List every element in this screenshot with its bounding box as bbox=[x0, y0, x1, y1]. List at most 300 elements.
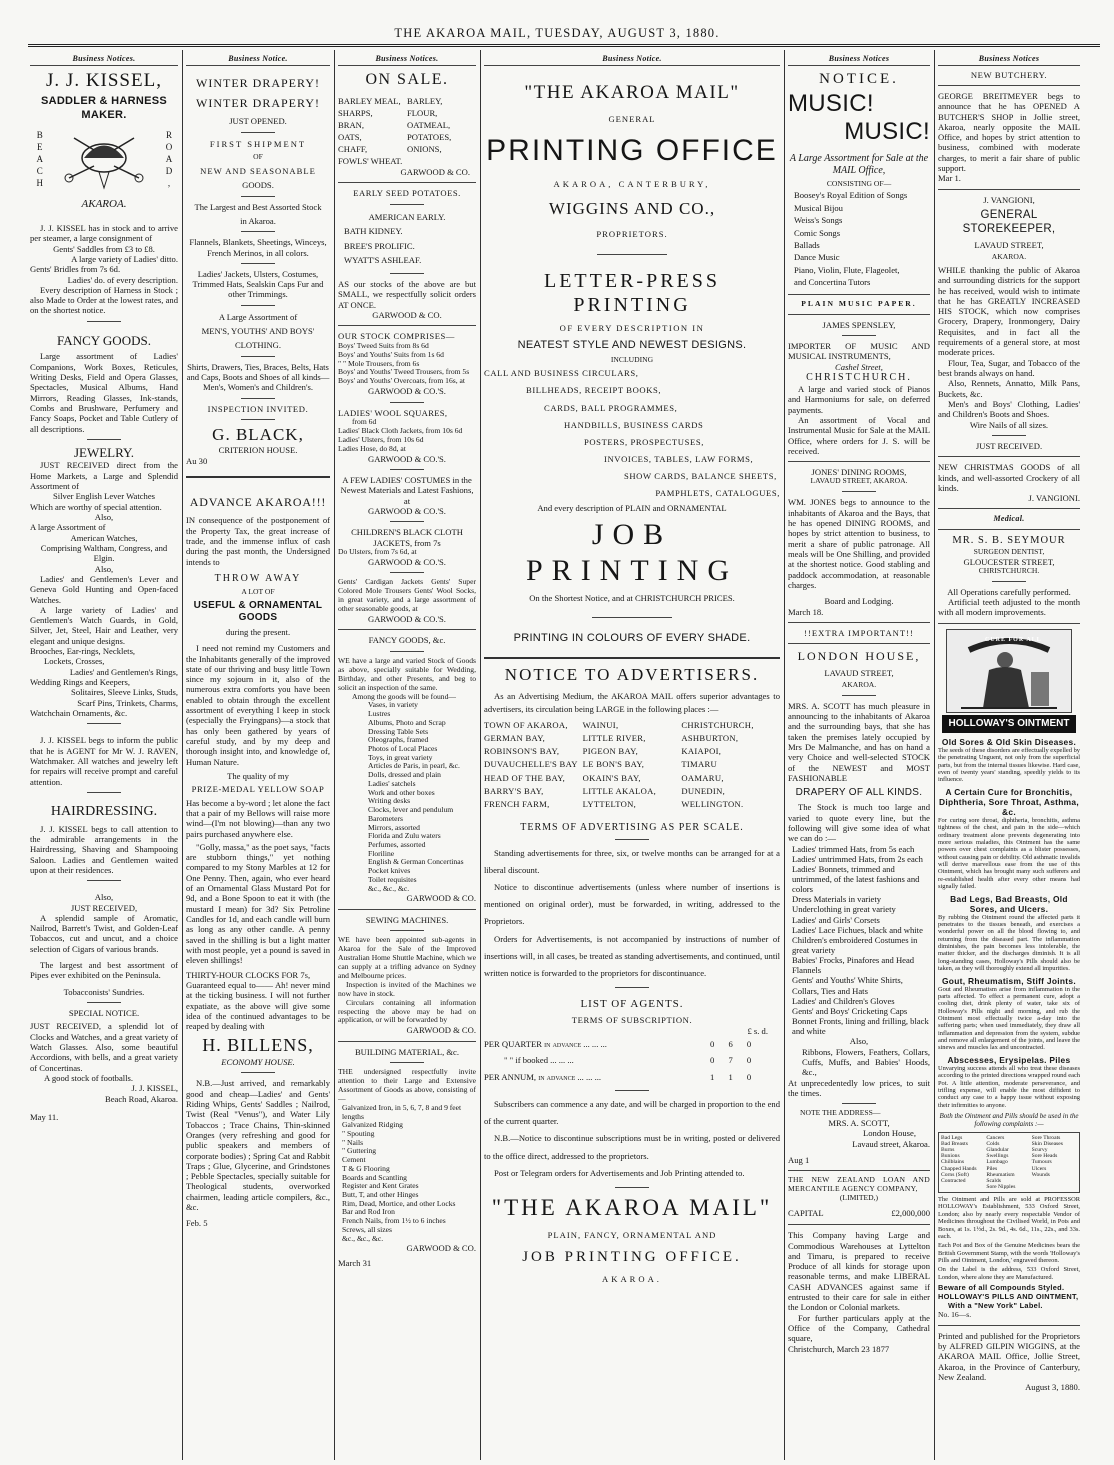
printing-service: BILLHEADS, RECEIPT BOOKS, bbox=[526, 385, 662, 396]
shirts-para: Shirts, Drawers, Ties, Braces, Belts, Hats and Caps, Boots and Shoes of all kinds—Men's, Women's and Children's. bbox=[186, 361, 330, 393]
and-every: And every description of PLAIN and ORNAMENTAL bbox=[537, 502, 727, 513]
stock-item: Do Ulsters, from 7s 6d, at bbox=[338, 546, 417, 556]
place-name: ASHBURTON, bbox=[681, 732, 739, 743]
ad-date: Au 30 bbox=[186, 455, 208, 466]
grain-item: POTATOES, bbox=[407, 131, 452, 142]
first-shipment: FIRST SHIPMENT bbox=[209, 138, 307, 149]
useful-goods: USEFUL & ORNAMENTAL GOODS bbox=[193, 599, 323, 623]
column-rule bbox=[182, 50, 183, 1460]
stock-item: Boys' and Youths' Overcoats, from 16s, at bbox=[338, 376, 465, 386]
building-title: BUILDING MATERIAL, &c. bbox=[354, 1046, 460, 1057]
ad-date: March 18. bbox=[788, 606, 824, 617]
christchurch: CHRISTCHURCH. bbox=[978, 565, 1040, 575]
just-opened: JUST OPENED. bbox=[229, 116, 287, 127]
fancy-goods-title: FANCY GOODS. bbox=[57, 332, 151, 348]
grain-item: FOWLS' WHEAT. bbox=[338, 155, 403, 166]
scott-address: London House, bbox=[863, 1128, 916, 1139]
stock-item: Boys' and Youths' Tweed Trousers, from 5s bbox=[338, 367, 470, 377]
fancy-item: Barometers bbox=[368, 813, 404, 823]
signature: GARWOOD & CO. bbox=[406, 893, 476, 904]
fancy-item: Florida and Zulu waters bbox=[368, 831, 441, 841]
building-para: THE undersigned respectfully invite attention to their Large and Extensive Assortment of Goods as above, consisting of— bbox=[338, 1067, 476, 1103]
places-row bbox=[484, 719, 780, 732]
column-rule bbox=[334, 50, 335, 1460]
general-line: GENERAL bbox=[608, 114, 656, 125]
post-para: Post or Telegram orders for Advertisements and Job Printing attended to. bbox=[494, 1167, 745, 1178]
list-of-agents: LIST OF AGENTS. bbox=[580, 998, 684, 1011]
signature: GARWOOD & CO. bbox=[406, 1025, 476, 1036]
music-item: and Concertina Tutors bbox=[794, 277, 871, 288]
terms-subscription: TERMS OF SUBSCRIPTION. bbox=[571, 1015, 693, 1026]
job-printing: JOB PRINTING bbox=[526, 517, 738, 587]
building-item: Bar and Rod Iron bbox=[342, 1207, 395, 1217]
special-notice-title: SPECIAL NOTICE. bbox=[68, 1008, 140, 1018]
kissel-para: J. J. KISSEL has in stock and to arrive per steamer, a large consignment of bbox=[30, 222, 178, 244]
akaroa-mail-title-2: "THE AKAROA MAIL" bbox=[491, 1194, 773, 1220]
fancy-item: Lustres bbox=[368, 709, 391, 719]
grain-item: BRAN, bbox=[338, 119, 365, 130]
costumes-para: A FEW LADIES' COSTUMES in the Newest Materials and Latest Fashions, at bbox=[340, 475, 474, 506]
holloway-heading: Old Sores & Old Skin Diseases. bbox=[941, 736, 1077, 747]
signature: GARWOOD & CO. bbox=[400, 166, 470, 177]
just-received: JUST RECEIVED, bbox=[70, 902, 138, 913]
gents-para: Gents' Cardigan Jackets Gents' Super Colored Mole Trousers Gents' Wool Socks, in great variety, and a large assortment of other seasonable goods, at bbox=[338, 577, 476, 614]
clothing-line: CLOTHING. bbox=[234, 340, 282, 351]
jewelry-line: Lockets, Crosses, bbox=[44, 656, 105, 667]
stock-item: Ladies' Ulsters, from 10s 6d bbox=[338, 434, 424, 444]
scott-para: MRS. A. SCOTT has much pleasure in announcing to the inhabitants of Akaroa and the surrounding bays, that she has taken the premises lately occupied by Mrs De Malmanche, and has on hand a very Choice and well-selected STOCK of the NEWEST and MOST FASHIONABLE bbox=[788, 700, 930, 784]
jewelry-line: Brooches, Ear-rings, Necklets, bbox=[30, 646, 136, 657]
column-header: Business Notice. bbox=[484, 54, 780, 66]
ad-date: Christchurch, March 23 1877 bbox=[788, 1343, 890, 1354]
medical-header: Medical. bbox=[993, 514, 1025, 524]
vangioni-para: Wire Nails of all sizes. bbox=[969, 419, 1049, 430]
potato-variety: BATH KIDNEY. bbox=[344, 226, 403, 237]
jewelry-para: A large variety of Ladies' and Gentlemen's Watch Guards, in Gold, Silver, Jet, Steel, Hair and Leather, very elegant and unique designs. bbox=[30, 604, 178, 646]
issue-date: August 3, 1880. bbox=[1025, 1382, 1080, 1393]
notice-title: NOTICE. bbox=[819, 70, 899, 87]
place-name: WELLINGTON. bbox=[681, 799, 744, 810]
special-notice-para: JUST RECEIVED, a splendid lot of Clocks and Watches, and a great variety of Watch Glasses. Also, some beautiful Accordions, with bells, and a great variety of Concertinas. bbox=[30, 1021, 178, 1073]
printing-service: CARDS, BALL PROGRAMMES, bbox=[544, 402, 678, 413]
building-item: Galvanized Ridging bbox=[342, 1120, 403, 1130]
drapery-item: Bonnet Fronts, lining and frilling, black and white bbox=[792, 1015, 929, 1037]
signature: J. VANGIONI. bbox=[1028, 493, 1080, 504]
masthead: THE AKAROA MAIL, TUESDAY, AUGUST 3, 1880. bbox=[394, 26, 720, 40]
fancy-item: Work and other boxes bbox=[368, 787, 435, 797]
music-item: Comic Songs bbox=[794, 227, 841, 238]
place-name: FRENCH FARM, bbox=[484, 799, 550, 810]
holloway-para: Each Pot and Box of the Genuine Medicines bears the British Government Stamp, with the words 'Holloway's Pills and Ointment, London,' engraved thereon. bbox=[938, 1242, 1080, 1264]
notice-advertisers: NOTICE TO ADVERTISERS. bbox=[504, 665, 760, 685]
wiggins-name: WIGGINS AND CO., bbox=[548, 199, 716, 219]
jewelry-line: Also, bbox=[94, 563, 114, 574]
fancy-item: Ladies' satchels bbox=[368, 778, 416, 788]
music-item: Musical Bijou bbox=[794, 202, 843, 213]
grain-item: ONIONS, bbox=[407, 143, 442, 154]
signature: GARWOOD & CO.'S. bbox=[368, 506, 446, 517]
potato-variety: WYATT'S ASHLEAF. bbox=[344, 255, 422, 266]
music-item-list bbox=[788, 189, 930, 289]
nz-loan-para: For further particulars apply at the Office of the Company, Cathedral square, bbox=[788, 1312, 930, 1344]
fancy-para: WE have a large and varied Stock of Goods as above, specially suitable for Wedding, Birthday, and other Presents, and beg to solicit an inspection of the same. bbox=[338, 655, 476, 692]
holloway-para: For curing sore throat, diphtheria, bronchitis, asthma tightness of the chest, and pain in the side—which ordinary treatment alone prevents degenerating into more serious maladies, this Ointment has the same powers over chest complaints as a blister possesses, without causing pain or debility. Old asthmatic invalids will derive marvellous ease from the use of this Ointment, which has brought many such sufferers and re-established health after every other means had signally failed. bbox=[938, 816, 1080, 891]
printing-service: POSTERS, PROSPECTUSES, bbox=[584, 436, 704, 447]
building-item: Register and Kent Grates bbox=[342, 1181, 419, 1191]
fancy-item: Floriline bbox=[368, 848, 395, 858]
new-seasonable: NEW AND SEASONABLE bbox=[200, 165, 316, 176]
kissel-line: A large variety of Ladies' ditto. bbox=[71, 253, 178, 264]
hairdressing-para: J. J. KISSEL begs to call attention to the admirable arrangements in the Hairdressing, Shaving and Shampooing Saloon. Ladies and Gentlemen waited upon at their residences. bbox=[30, 823, 178, 875]
column-header: Business Notices. bbox=[30, 54, 178, 66]
ad-number: No. 16—s. bbox=[938, 1309, 972, 1319]
advance-para: I need not remind my Customers and the Inhabitants generally of the improved state of our thriving and busy little Town since my sojourn in it, also of the numerous extra comforts you have been enabled to obtain through the excellent assortment of everything I keep in stock (especially the Fryingpans)—a stock that has only been gathered by years of careful study, and by my deep and thorough insight into, and knowledge of, Human Nature. bbox=[186, 643, 330, 767]
fancy-item: Vases, in variety bbox=[368, 700, 418, 710]
grain-item: BARLEY, bbox=[407, 95, 443, 106]
jewelry-line: Scarf Pins, Trinkets, Charms, bbox=[77, 697, 178, 708]
among-line: Among the goods will be found— bbox=[352, 691, 456, 701]
price-value: 0 7 0 bbox=[710, 1055, 758, 1066]
ad-date: Aug 1 bbox=[788, 1155, 810, 1166]
jones-address: LAVAUD STREET, AKAROA. bbox=[810, 476, 908, 486]
music-heading: MUSIC! bbox=[844, 118, 930, 146]
stock-comprises: OUR STOCK COMPRISES— bbox=[338, 331, 455, 342]
printing-service: SHOW CARDS, BALANCE SHEETS, bbox=[624, 471, 777, 482]
drapery-item: Ladies' trimmed Hats, from 5s each bbox=[792, 843, 915, 854]
notice-para: As an Advertising Medium, the AKAROA MAIL offers superior advantages to advertisers, its circulation being LARGE in the following places :— bbox=[484, 690, 780, 715]
jones-title: JONES' DINING ROOMS, bbox=[811, 467, 907, 478]
neatest-style: NEATEST STYLE AND NEWEST DESIGNS. bbox=[517, 339, 747, 352]
column-rule bbox=[784, 50, 785, 1460]
complaints-column: Bad Legs Bad Breasts Burns Bunions Chilblains Chapped Hands Corns (Soft) Contracted bbox=[941, 1134, 977, 1184]
stock-item: Ladies' Black Cloth Jackets, from 10s 6d bbox=[338, 425, 463, 435]
teeth-line: Artificial teeth adjusted to the month with all modern improvements. bbox=[938, 597, 1080, 618]
building-item: &c., &c., &c. bbox=[342, 1233, 384, 1243]
fancy-item: English & German Concertinas bbox=[368, 857, 464, 867]
building-item: " Guttering bbox=[342, 1146, 377, 1156]
quality-line: The quality of my bbox=[227, 770, 289, 781]
jewelry-line: A large Assortment of bbox=[30, 522, 106, 533]
place-name: CHRISTCHURCH, bbox=[681, 719, 754, 730]
music-item: Dance Music bbox=[794, 252, 840, 263]
orders-para: Orders for Advertisements, is not accompanied by instructions of number of insertions will, in all cases, be treated as standing advertisements, and continued, until written notice is forwarded to the proprietors for discontinuance. bbox=[484, 933, 780, 978]
kissel-line: Gents' Saddles from £3 to £8. bbox=[53, 243, 155, 254]
price-label: PER ANNUM, in advance ... ... ... bbox=[484, 1071, 602, 1082]
holloway-para: By rubbing the Ointment round the affected parts it penetrates to the tissues beneath, and exercises a wonderful power on all the blood flowing to, and returning from the diseased part. The inflammation diminishes, the pain becomes less intolerable, the matter thicker, and the discharges diminish. It is all long-standing cases, Holloway's Pills should also be taken, as they will thoroughly extend all impurities. bbox=[938, 913, 1080, 973]
places-row bbox=[484, 785, 780, 798]
sewing-para: WE have been appointed sub-agents in Akaroa for the Sale of the Improved Australian Home Shuttle Machine, which we can supply at a trifling advance on Sydney and Melbourne prices. bbox=[338, 934, 476, 980]
drapery-item: Ladies' and Children's Gloves bbox=[792, 995, 895, 1006]
throw-away: THROW AWAY bbox=[214, 572, 302, 584]
printing-office: PRINTING OFFICE bbox=[486, 133, 778, 167]
jewelry-line: Silver English Lever Watches bbox=[52, 491, 155, 502]
fancy-item: Albums, Photo and Scrap bbox=[368, 717, 446, 727]
scott-name: MRS. A. SCOTT, bbox=[828, 1118, 890, 1129]
place-name: LITTLE AKALOA, bbox=[582, 786, 657, 797]
column-header: Business Notice. bbox=[186, 54, 330, 66]
a-lot-of: A LOT OF bbox=[241, 586, 275, 596]
nb-para: N.B.—Just arrived, and remarkably good and cheap—Ladies' and Gents' Riding Whips, Gents' Saddles ; Nailrod, Twist (Real "Venus"), and Water Lily Tobaccos ; Trace Chains, Thin-skinned Oranges (very refreshing and good for public speakers and members of corporate bodies) ; Spring Cat and Rabbit Traps ; Glue, Glycerine, and Grindstones ; Pebble Spectacles, specially suitable for Theological students, overworked chairmen, leading article compilers, &c., &c. bbox=[186, 1078, 330, 1213]
lavaud-street: LAVAUD STREET, bbox=[824, 667, 894, 678]
akaroa-line: AKAROA. bbox=[841, 679, 877, 689]
circulation-places bbox=[484, 719, 780, 812]
grain-item: CHAFF, bbox=[338, 143, 368, 154]
sewing-para: Inspection is invited of the Machines we now have in stock. bbox=[338, 979, 476, 998]
place-name: PIGEON BAY, bbox=[582, 746, 639, 757]
kissel-line: Gents' Bridles from 7s 6d. bbox=[30, 264, 121, 275]
inspection-invited: INSPECTION INVITED. bbox=[207, 403, 309, 414]
printing-service: PAMPHLETS, CATALOGUES, bbox=[655, 488, 780, 499]
standing-para: Standing advertisements for three, six, or twelve months can be arranged for at a liberal discount. bbox=[484, 847, 780, 875]
jewelry-line: Also, bbox=[94, 512, 114, 523]
jewelry-line: Wedding Rings and Keepers, bbox=[30, 677, 131, 688]
jewelry-line: Which are worthy of special attention. bbox=[30, 501, 162, 512]
also-line: Also, bbox=[94, 892, 114, 903]
place-name: LITTLE RIVER, bbox=[582, 732, 646, 743]
drapery-item: Dress Materials in variety bbox=[792, 894, 882, 905]
seymour-name: MR. S. B. SEYMOUR bbox=[952, 535, 1066, 547]
drapery-item-list bbox=[788, 844, 930, 1037]
advance-para: IN consequence of the postponement of the Property Tax, the great increase of trade, and the immense influx of cash during the past month, the Undersigned intends to bbox=[186, 515, 330, 567]
storekeeper-title: GENERAL STOREKEEPER, bbox=[962, 209, 1056, 235]
fancy-item: Pocket knives bbox=[368, 866, 411, 876]
saddle-emblem-icon bbox=[59, 128, 149, 192]
assortment-line: A Large Assortment of bbox=[218, 311, 298, 322]
soap-line: PRIZE-MEDAL YELLOW SOAP bbox=[191, 784, 325, 795]
column-1 bbox=[30, 54, 178, 1458]
places-row bbox=[484, 772, 780, 785]
vangioni-para: Also, Rennets, Annatto, Milk Pans, Buckets, &c. bbox=[938, 378, 1080, 399]
music-item: Boosey's Royal Edition of Songs bbox=[794, 190, 908, 201]
signature: GARWOOD & CO.'S. bbox=[368, 614, 446, 625]
price-label: PER QUARTER in advance ... ... ... bbox=[484, 1039, 607, 1049]
places-row bbox=[484, 798, 780, 811]
cashel-street: Cashel Street, bbox=[835, 361, 883, 372]
clocks-line: THIRTY-HOUR CLOCKS FOR 7s, bbox=[186, 969, 311, 980]
largest-stock: The Largest and Best Assorted Stock bbox=[194, 201, 322, 212]
fancy-item: Writing desks bbox=[368, 796, 411, 806]
ad-date: March 31 bbox=[338, 1257, 372, 1268]
board-lodging: Board and Lodging. bbox=[824, 596, 894, 607]
jewelry-line: American Watches, bbox=[70, 532, 138, 543]
column-header: Business Notices. bbox=[338, 54, 476, 66]
of-line: OF bbox=[253, 152, 263, 161]
drapery-item: Ladies' untrimmed Hats, from 2s each bbox=[792, 853, 923, 864]
sewing-para: Circulars containing all information respecting the above may be had on application, or will be forwarded by bbox=[338, 997, 476, 1025]
building-item-list bbox=[338, 1104, 476, 1244]
drapery-item: Children's embroidered Costumes in great variety bbox=[792, 934, 918, 955]
extra-important: !!EXTRA IMPORTANT!! bbox=[804, 627, 914, 638]
spensley-para: An assortment of Vocal and Instrumental Music for Sale at the MAIL Office, where orders for J. S. will be received. bbox=[788, 414, 930, 456]
building-item: Screws, all sizes bbox=[342, 1224, 392, 1234]
kissel-para: Every description of Harness in Stock ; also Made to Order at the lowest rates, and on the shortest notice. bbox=[30, 284, 178, 316]
music-item: Weiss's Songs bbox=[794, 215, 843, 226]
signature: GARWOOD & CO. bbox=[372, 309, 442, 320]
drapery-item: Underclothing in great variety bbox=[792, 904, 896, 915]
places-row bbox=[484, 758, 780, 771]
place-name: DUVAUCHELLE'S BAY bbox=[484, 759, 578, 770]
dentist-line: SURGEON DENTIST, bbox=[973, 546, 1045, 556]
discontinue-para: Notice to discontinue advertisements (unless where number of insertions is mentioned on original order), must be forwarded, in writing, addressed to the Proprietors. bbox=[484, 882, 780, 927]
assortment-sale: A Large Assortment for Sale at the MAIL Office, bbox=[789, 153, 929, 177]
drapery-item: Gents' and Youths' White Shirts, Collars, Ties and Hats bbox=[792, 975, 903, 996]
butchery-para: GEORGE BREITMEYER begs to announce that he has OPENED A BUTCHER'S SHOP in Jollie street, Akaroa, nearly opposite the MAIL Office, and hopes by strict attention to business, combined with moderate charges, to merit a fair share of public support. bbox=[938, 90, 1080, 174]
jones-para: WM. JONES begs to announce to the inhabitants of Akaroa and the Bays, that he has opened DINING ROOMS, and hopes by strict attention to business, to merit a share of public patronage. All meals will be One Shilling, and provided at the shortest notice. Good stabling and paddock accommodation, at reasonable charges. bbox=[788, 497, 930, 590]
kissel-place: AKAROA. bbox=[81, 197, 127, 210]
letterpress-title: LETTER-PRESS PRINTING bbox=[543, 269, 720, 316]
kissel-name: J. J. KISSEL, bbox=[46, 69, 162, 91]
sundries-line: Tobacconists' Sundries. bbox=[63, 986, 145, 997]
jewelry-line: Ladies' and Gentlemen's Rings, bbox=[69, 666, 178, 677]
advance-para: Guaranteed equal to—— Ah! never mind at the ticking business. I will not further expatiate, as the above will give some idea of the continued advantages to be reaped by dealing with bbox=[186, 979, 330, 1032]
shortest-notice: On the Shortest Notice, and at CHRISTCHURCH PRICES. bbox=[529, 592, 735, 603]
billens-name: H. BILLENS, bbox=[202, 1035, 314, 1056]
jewelry-line: Solitaires, Sleeve Links, Studs, bbox=[71, 687, 178, 698]
signature-address: Beach Road, Akaroa. bbox=[104, 1093, 178, 1104]
criterion-house: CRITERION HOUSE. bbox=[218, 445, 298, 456]
akaroa-line: AKAROA. bbox=[602, 1273, 662, 1284]
holloway-heading: A Certain Cure for Bronchitis, Diphtheria, Sore Throat, Asthma, &c. bbox=[938, 786, 1080, 817]
fancy-item: Dolls, dressed and plain bbox=[368, 770, 441, 780]
place-name: TIMARU bbox=[681, 759, 718, 770]
sewing-title: SEWING MACHINES. bbox=[365, 914, 449, 925]
signature: GARWOOD & CO. bbox=[406, 1243, 476, 1254]
fancy-item: Mirrors, assorted bbox=[368, 822, 420, 832]
printing-service: CALL AND BUSINESS CIRCULARS, bbox=[484, 368, 639, 379]
column-3 bbox=[338, 54, 476, 1458]
cure-banner: CURE FOR ALL bbox=[985, 636, 1042, 643]
stock-item: Ladies Hose, do 8d, at bbox=[338, 443, 406, 453]
seed-potatoes-title: EARLY SEED POTATOES. bbox=[353, 188, 461, 199]
holloway-heading: Gout, Rheumatism, Stiff Joints. bbox=[941, 975, 1076, 986]
nz-loan-title: THE NEW ZEALAND LOAN AND MERCANTILE AGENCY COMPANY, bbox=[788, 1175, 930, 1194]
children-jackets: CHILDREN'S BLACK CLOTH JACKETS, from 7s bbox=[351, 527, 463, 548]
advance-para: Has become a by-word ; let alone the fact that a pair of my Bellows will raise more wind—(I'm not blowing)—than any two pairs purchased anywhere else. bbox=[186, 797, 330, 839]
column-5 bbox=[788, 54, 930, 1458]
during-present: during the present. bbox=[225, 626, 291, 637]
road-vertical-label: ROAD, bbox=[164, 129, 174, 190]
fancy-goods-title: FANCY GOODS, &c. bbox=[368, 635, 446, 646]
stock-item: Boys' and Youths' Suits from 1s 6d bbox=[338, 349, 444, 359]
holloway-para: On the Label is the address, 533 Oxford Street, London, where alone they are Manufactured. bbox=[938, 1266, 1080, 1281]
terms-line: TERMS OF ADVERTISING AS PER SCALE. bbox=[520, 821, 744, 833]
fancy-item: Articles de Paris, in pearl, &c. bbox=[368, 761, 460, 771]
just-received: JUST RECEIVED. bbox=[975, 440, 1043, 451]
grain-item: SHARPS, bbox=[338, 107, 373, 118]
lavaud-street: LAVAUD STREET, bbox=[974, 239, 1044, 250]
place-name: WAINUI, bbox=[582, 719, 619, 730]
building-item: Cement bbox=[342, 1155, 366, 1165]
fancy-item: Toilet requisites bbox=[368, 874, 417, 884]
commence-para: Subscribers can commence a any date, and will be charged in proportion to the end of the current quarter. bbox=[484, 1098, 780, 1127]
wool-squares: LADIES' WOOL SQUARES, bbox=[338, 407, 448, 418]
ad-date: Feb. 5 bbox=[186, 1218, 208, 1229]
place-name: HEAD OF THE BAY, bbox=[484, 772, 566, 783]
every-description: OF EVERY DESCRIPTION IN bbox=[559, 322, 705, 333]
pipes-para: The largest and best assortment of Pipes ever exhibited on the Peninsula. bbox=[30, 960, 178, 981]
both-line: Both the Ointment and Pills should be used in the following complaints :— bbox=[939, 1112, 1079, 1129]
column-6 bbox=[938, 54, 1080, 1458]
g-black-name: G. BLACK, bbox=[212, 424, 304, 444]
nz-loan-para: This Company having Large and Commodious Warehouses at Lyttelton and Timaru, is prepared to receive Produce of all kinds for storage upon reasonable terms, and make LIBERAL CASH ADVANCES against same if entrusted to their care for sale in either the London or Colonial markets. bbox=[788, 1230, 930, 1313]
signature: J. J. KISSEL, bbox=[131, 1083, 178, 1094]
fancy-item: Perfumes, assorted bbox=[368, 839, 426, 849]
christchurch: CHRISTCHURCH. bbox=[806, 371, 912, 383]
jackets-para: Ladies' Jackets, Ulsters, Costumes, Trimmed Hats, Sealskin Caps Fur and other Trimmings. bbox=[192, 268, 324, 300]
place-name: BARRY'S BAY, bbox=[484, 786, 544, 797]
spensley-para: A large and varied stock of Pianos and Harmoniums for sale, on deferred payments. bbox=[788, 383, 930, 415]
jewelry-line: Comprising Waltham, Congress, and Elgin. bbox=[40, 542, 168, 564]
column-4 bbox=[484, 54, 780, 1458]
drapery-item: Ladies' Lace Fichues, black and white bbox=[792, 924, 923, 935]
building-item: T & G Flooring bbox=[342, 1163, 390, 1173]
jewelry-para: Ladies' and Gentlemen's Lever and Geneva Gold Hunting and Open-faced Watches. bbox=[30, 573, 178, 605]
building-item: Galvanized Iron, in 5, 6, 7, 8 and 9 feet lengths bbox=[342, 1102, 462, 1121]
column-header: Business Notices bbox=[788, 54, 930, 66]
holloway-heading: Abscesses, Erysipelas. Piles bbox=[947, 1054, 1071, 1065]
hairdressing-title: HAIRDRESSING. bbox=[50, 803, 158, 819]
operations-line: All Operations carefully performed. bbox=[947, 586, 1071, 597]
holloway-ointment-banner: HOLLOWAY'S OINTMENT bbox=[942, 715, 1076, 733]
fancy-item: Clocks, lever and pendulum bbox=[368, 805, 454, 815]
price-value: 1 1 0 bbox=[710, 1071, 758, 1082]
goods-line: GOODS. bbox=[242, 180, 274, 191]
building-item: " Nails bbox=[342, 1137, 364, 1147]
scott-address: Lavaud street, Akaroa. bbox=[852, 1138, 930, 1149]
masthead-rule bbox=[28, 44, 1100, 47]
advance-akaroa-title: ADVANCE AKAROA!!! bbox=[189, 494, 327, 509]
complaints-column: Cancers Colds Glandular Swellings Lumbago Piles Rheumatism Scalds Sore Nipples bbox=[986, 1134, 1016, 1190]
tobacco-para: A splendid sample of Aromatic, Nailrod, Barrett's Twist, and Golden-Leaf Tobaccos, cut and uncut, and a choice selection of Cigars of various brands. bbox=[30, 912, 178, 954]
drapery-item: Ladies' and Girls' Corsets bbox=[792, 914, 880, 925]
akaroa-mail-title: "THE AKAROA MAIL" bbox=[524, 81, 740, 103]
christmas-goods: NEW CHRISTMAS GOODS of all kinds, and well-assorted Crockery of all kinds. bbox=[938, 462, 1080, 493]
place-name: KAIAPOI, bbox=[681, 746, 722, 757]
holloway-illustration bbox=[946, 629, 1072, 713]
vangioni-name: J. VANGIONI, bbox=[983, 194, 1035, 205]
prices-line: At unprecedentedly low prices, to suit the times. bbox=[788, 1077, 930, 1098]
fancy-item: Toys, in great variety bbox=[368, 752, 433, 762]
potato-variety: AMERICAN EARLY. bbox=[368, 211, 446, 222]
place-name: LE BON'S BAY, bbox=[582, 759, 645, 770]
printing-service: INVOICES, TABLES, LAW FORMS, bbox=[604, 454, 754, 465]
column-rule bbox=[934, 50, 935, 1460]
stocks-para: AS our stocks of the above are but SMALL, we respectfully solicit orders AT ONCE. bbox=[338, 279, 476, 310]
place-name: TOWN OF AKAROA, bbox=[484, 719, 568, 730]
place-name: GERMAN BAY, bbox=[484, 732, 546, 743]
grain-item: OATS, bbox=[338, 131, 362, 142]
ad-date: May 11. bbox=[30, 1111, 59, 1122]
vangioni-para: WHILE thanking the public of Akaroa and surrounding districts for the support he has received, would wish to intimate that he has GREATLY INCREASED HIS STOCK, which now comprises Grocery, Drapery, Ironmongery, Dairy Requisites, and in fact all the requirements of a general store, at most moderate prices. bbox=[938, 264, 1080, 358]
place-name: LYTTELTON, bbox=[582, 799, 637, 810]
place-name: DUNEDIN, bbox=[681, 786, 726, 797]
drapery-item: Babies' Frocks, Pinafores and Head Flannels bbox=[792, 955, 915, 976]
capital-label: CAPITAL bbox=[788, 1208, 824, 1219]
stock-item: from 6d bbox=[352, 416, 377, 426]
stock-item: " " Mole Trousers, from 6s bbox=[338, 358, 420, 368]
imprint: Printed and published for the Proprietors by ALFRED GILPIN WIGGINS, at the AKAROA MAIL Office, Jollie Street, Akaroa, in the Province of Canterbury, New Zealand. bbox=[938, 1330, 1080, 1382]
vangioni-para: Men's and Boys' Clothing, Ladies' and Children's Boots and Shoes. bbox=[938, 398, 1080, 420]
mens-youths: MEN'S, YOUTHS' AND BOYS' bbox=[201, 326, 315, 337]
grain-item: FLOUR, bbox=[407, 107, 438, 118]
places-row bbox=[484, 732, 780, 745]
complaints-column: Sore Throats Skin Diseases Scurvy Sore Heads Tumours Ulcers Wounds bbox=[1031, 1134, 1063, 1178]
money-header: £ s. d. bbox=[747, 1025, 768, 1036]
signature: GARWOOD & CO.'S. bbox=[368, 386, 446, 397]
beware-line: Beware of all Compounds Styled. bbox=[938, 1283, 1065, 1293]
jewelry-title: JEWELRY. bbox=[73, 444, 135, 460]
signature: GARWOOD & CO.'S. bbox=[368, 453, 446, 464]
